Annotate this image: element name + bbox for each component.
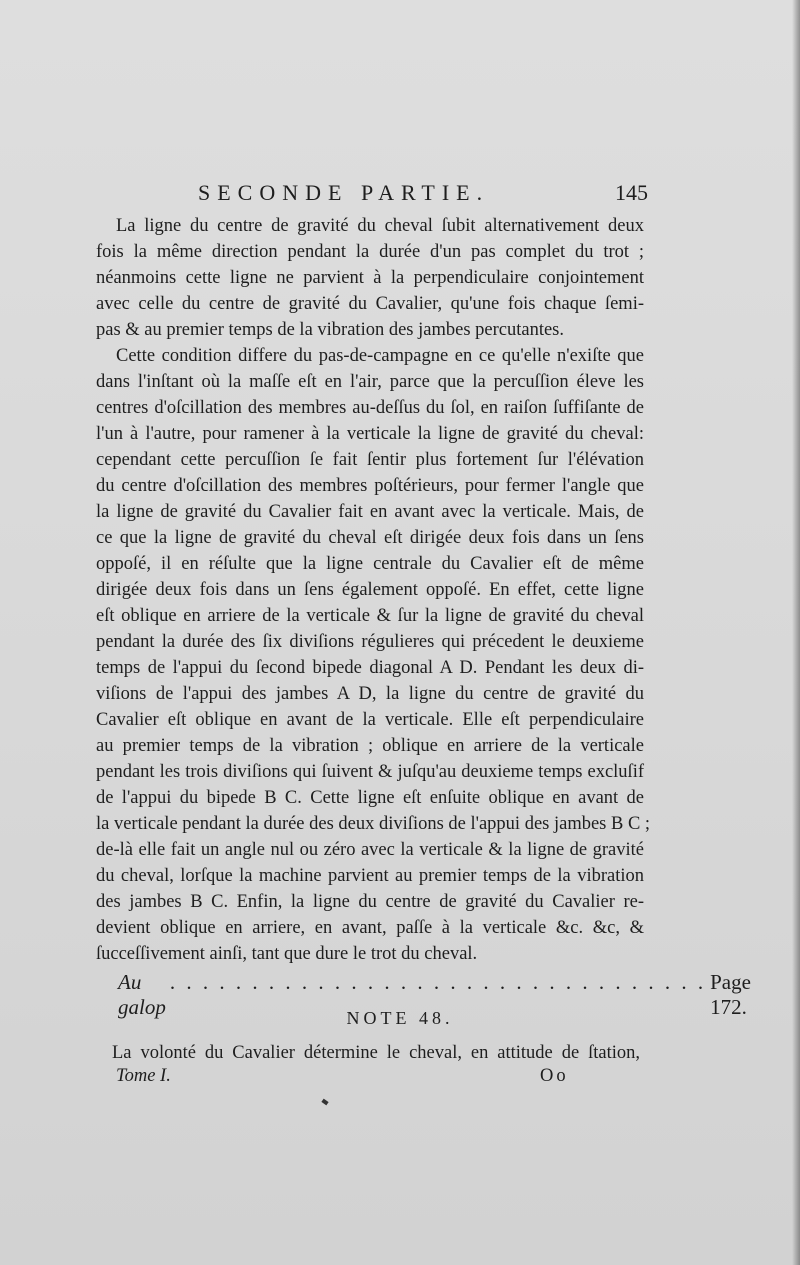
page-header [118,176,648,212]
reference-page: Page 172. [710,970,751,1019]
reference-label: Au galop [118,970,166,1019]
page-number: 145 [615,180,648,205]
text-line: avec celle du centre de gravité du Cavalier, qu'une fois chaque ſemi- [96,294,644,314]
text-line: La ligne du centre de gravité du cheval ſubit alternativement deux [116,216,644,236]
text-line: la ligne de gravité du Cavalier fait en avant avec la verticale. Mais, de [96,502,644,522]
text-line: des jambes B C. Enfin, la ligne du centre de gravité du Cavalier re- [96,892,644,912]
ink-speck [321,1099,328,1106]
text-line: pendant la durée des ſix diviſions régulieres qui précedent le deuxieme [96,632,644,652]
text-line: viſions de l'appui des jambes A D, la ligne du centre de gravité du [96,684,644,704]
text-line: de l'appui du bipede B C. Cette ligne eſt enſuite oblique en avant de [96,788,644,808]
signature-mark: Oo [540,1066,569,1086]
text-line: devient oblique en arriere, en avant, paſſe à la verticale &c. &c, & [96,918,644,938]
volume-label: Tome I. [116,1066,171,1086]
note-first-line: La volonté du Cavalier détermine le cheval, en attitude de ſtation, [112,1043,640,1063]
text-line: temps de l'appui du ſecond bipede diagonal A D. Pendant les deux di- [96,658,644,678]
text-line: ce que la ligne de gravité du cheval eſt dirigée deux fois dans un ſens [96,528,644,548]
text-line: au premier temps de la vibration ; oblique en arriere de la verticale [96,736,644,756]
text-line: du centre d'oſcillation des membres poſtérieurs, pour fermer l'angle que [96,476,644,496]
text-line: du cheval, lorſque la machine parvient au premier temps de la vibration [96,866,644,886]
text-line: dirigée deux fois dans un ſens également oppoſé. En effet, cette ligne [96,580,644,600]
text-line: oppoſé, il en réſulte que la ligne centrale du Cavalier eſt de même [96,554,644,574]
text-line: Cavalier eſt oblique en avant de la verticale. Elle eſt perpendiculaire [96,710,644,730]
body-text [96,213,651,967]
text-line: la verticale pendant la durée des deux diviſions de l'appui des jambes B C ; [96,814,651,834]
text-line: dans l'inſtant où la maſſe eſt en l'air, parce que la percuſſion éleve les [96,372,644,392]
note-heading: NOTE 48. [346,1008,454,1028]
text-line: de-là elle fait un angle nul ou zéro avec la verticale & la ligne de gravité [96,840,644,860]
text-line: pas & au premier temps de la vibration des jambes percutantes. [96,320,565,340]
text-line: cependant cette percuſſion ſe fait ſentir plus fortement ſur l'élévation [96,450,644,470]
text-line: pendant les trois diviſions qui ſuivent & juſqu'au deuxieme temps excluſif [96,762,644,782]
text-line: néanmoins cette ligne ne parvient à la perpendiculaire conjointement [96,268,644,288]
text-line: ſucceſſivement ainſi, tant que dure le trot du cheval. [96,944,478,964]
dot-leader: . . . . . . . . . . . . . . . . . . . . . . . . . . . . . . . . . [169,970,707,994]
text-line: l'un à l'autre, pour ramener à la verticale la ligne de gravité du cheval: [96,424,644,444]
text-line: eſt oblique en arriere de la verticale & ſur la ligne de gravité du cheval [96,606,644,626]
text-line: fois la même direction pendant la durée d'un pas complet du trot ; [96,242,644,262]
text-line: Cette condition differe du pas-de-campagne en ce qu'elle n'exiſte que [116,346,644,366]
running-head: SECONDE PARTIE. [198,180,490,205]
page-edge-shadow [792,0,800,1265]
text-line: centres d'oſcillation des membres au-deſſus du ſol, en raiſon ſuffiſante de [96,398,644,418]
